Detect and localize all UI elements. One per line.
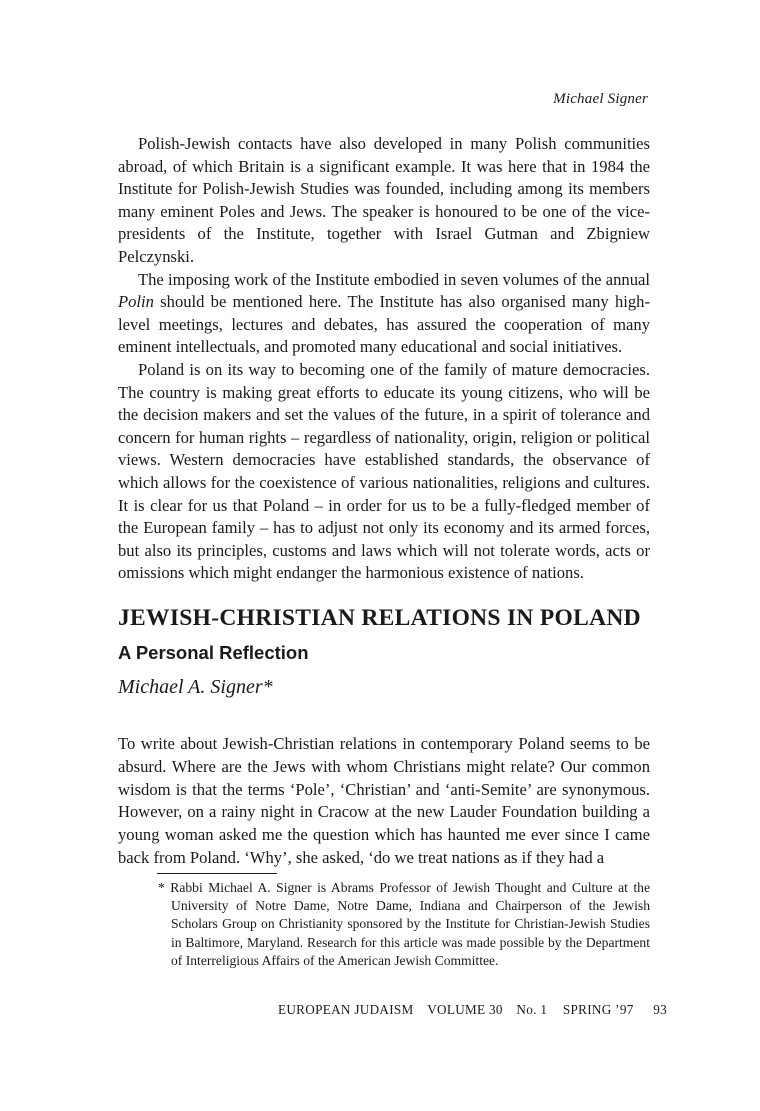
article-title: JEWISH-CHRISTIAN RELATIONS IN POLAND — [118, 605, 641, 631]
page-footer — [278, 1002, 667, 1018]
footer-issue: No. 1 — [516, 1002, 548, 1017]
article-subtitle: A Personal Reflection — [118, 642, 309, 663]
footnote — [158, 879, 650, 970]
paragraph: Polish-Jewish contacts have also developed in many Polish communities abroad, of which Britain is a significant example. It was here that in 1984 the Institute for Polish-Jewish Studies was founded, including among its members many eminent Poles and Jews. The speaker is honoured to be one of the vice-presidents of the Institute, together with Israel Gutman and Zbigniew Pelczynski. — [118, 134, 650, 266]
running-head: Michael Signer — [553, 91, 648, 107]
paragraph: To write about Jewish-Christian relations in contemporary Poland seems to be absurd. Where are the Jews with whom Christians might relate? Our common wisdom is that the terms ‘Pole’, ‘Christian’ and ‘anti-Semite’ are synonymous. However, on a rainy night in Cracow at the new Lauder Foundation building a young woman asked me the question which has haunted me ever since I came back from Poland. ‘Why’, she asked, ‘do we treat nations as if they had a — [118, 734, 650, 867]
footnote-text: * Rabbi Michael A. Signer is Abrams Professor of Jewish Thought and Culture at the University of Notre Dame, Notre Dame, Indiana and Chairperson of the Jewish Scholars Group on Christianity sponsored by the Institute for Christian-Jewish Studies in Baltimore, Maryland. Research for this article was made possible by the Department of Interreligious Affairs of the American Jewish Committee. — [158, 880, 650, 968]
preceding-article-text — [118, 133, 650, 585]
page-number: 93 — [653, 1002, 668, 1017]
paragraph: Poland is on its way to becoming one of the family of mature democracies. The country is making great efforts to educate its young citizens, who will be the decision makers and set the values of the future, in a spirit of tolerance and concern for human rights – regardless of nationality, origin, religion or political views. Western democracies have established standards, the observance of which allows for the coexistence of various nationalities, religions and cultures. It is clear for us that Poland – in order for us to be a fully-fledged member of the European family – has to adjust not only its economy and its armed forces, but also its principles, customs and laws which will not tolerate words, acts or omissions which might endanger the harmonious existence of nations. — [118, 359, 650, 583]
footer-volume: VOLUME 30 — [427, 1002, 503, 1017]
article-author: Michael A. Signer* — [118, 676, 273, 698]
footnote-divider — [157, 873, 277, 874]
journal-title-emphasis: Polin — [118, 292, 154, 312]
article-opening-text — [118, 733, 650, 870]
footer-journal-name: EUROPEAN JUDAISM — [278, 1002, 414, 1017]
footer-season: SPRING ’97 — [562, 1002, 634, 1017]
paragraph: The imposing work of the Institute embodied in seven volumes of the annual Polin should be mentioned here. The Institute has also organised many high-level meetings, lectures and debates, has assured the cooperation of many eminent intellectuals, and promoted many educational and social initiatives. — [118, 269, 650, 357]
